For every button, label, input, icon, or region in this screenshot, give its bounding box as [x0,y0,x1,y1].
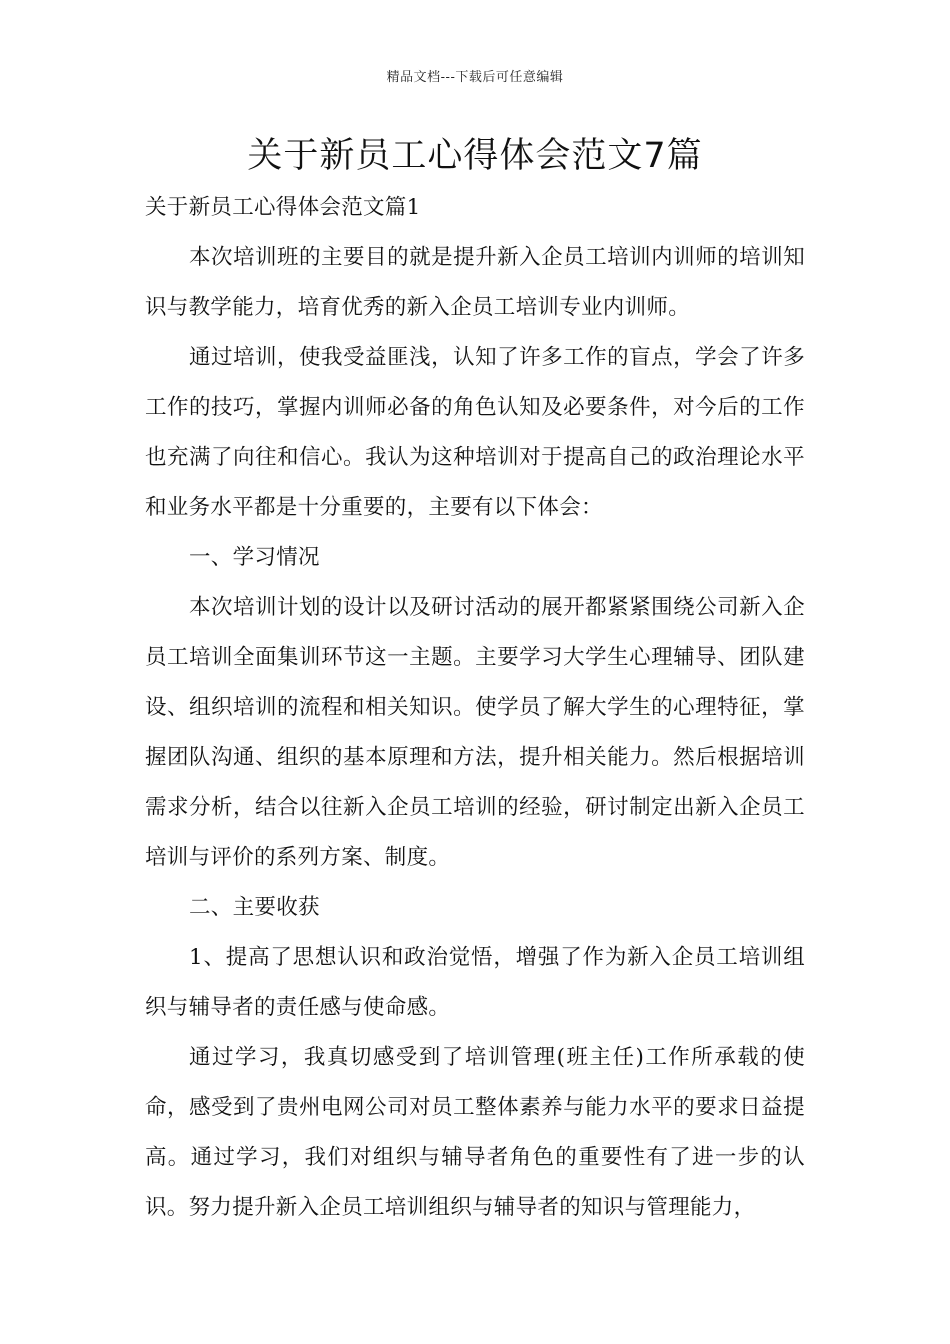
document-body [145,183,805,1233]
header-note: 精品文档---下载后可任意编辑 [386,70,564,85]
document-title: 关于新员工心得体会范文7篇 [247,136,703,176]
section-heading: 一、学习情况 [189,545,320,570]
section-subtitle: 关于新员工心得体会范文篇1 [145,195,421,220]
section-heading: 二、主要收获 [189,895,320,920]
paragraph: 通过学习，我真切感受到了培训管理(班主任)工作所承载的使命，感受到了贵州电网公司对员工整体素养与能力水平的要求日益提高。通过学习，我们对组织与辅导者角色的重要性有了进一步的认识。努力提升新入企员工培训组织与辅导者的知识与管理能力， [145,1045,805,1220]
paragraph: 通过培训，使我受益匪浅，认知了许多工作的盲点，学会了许多工作的技巧，掌握内训师必备的角色认知及必要条件，对今后的工作也充满了向往和信心。我认为这种培训对于提高自己的政治理论水平和业务水平都是十分重要的，主要有以下体会： [145,345,805,520]
paragraph: 本次培训班的主要目的就是提升新入企员工培训内训师的培训知识与教学能力，培育优秀的新入企员工培训专业内训师。 [145,245,805,320]
paragraph: 1、提高了思想认识和政治觉悟，增强了作为新入企员工培训组织与辅导者的责任感与使命感。 [145,945,805,1020]
paragraph: 本次培训计划的设计以及研讨活动的展开都紧紧围绕公司新入企员工培训全面集训环节这一主题。主要学习大学生心理辅导、团队建设、组织培训的流程和相关知识。使学员了解大学生的心理特征，掌握团队沟通、组织的基本原理和方法，提升相关能力。然后根据培训需求分析，结合以往新入企员工培训的经验，研讨制定出新入企员工培训与评价的系列方案、制度。 [145,595,805,870]
